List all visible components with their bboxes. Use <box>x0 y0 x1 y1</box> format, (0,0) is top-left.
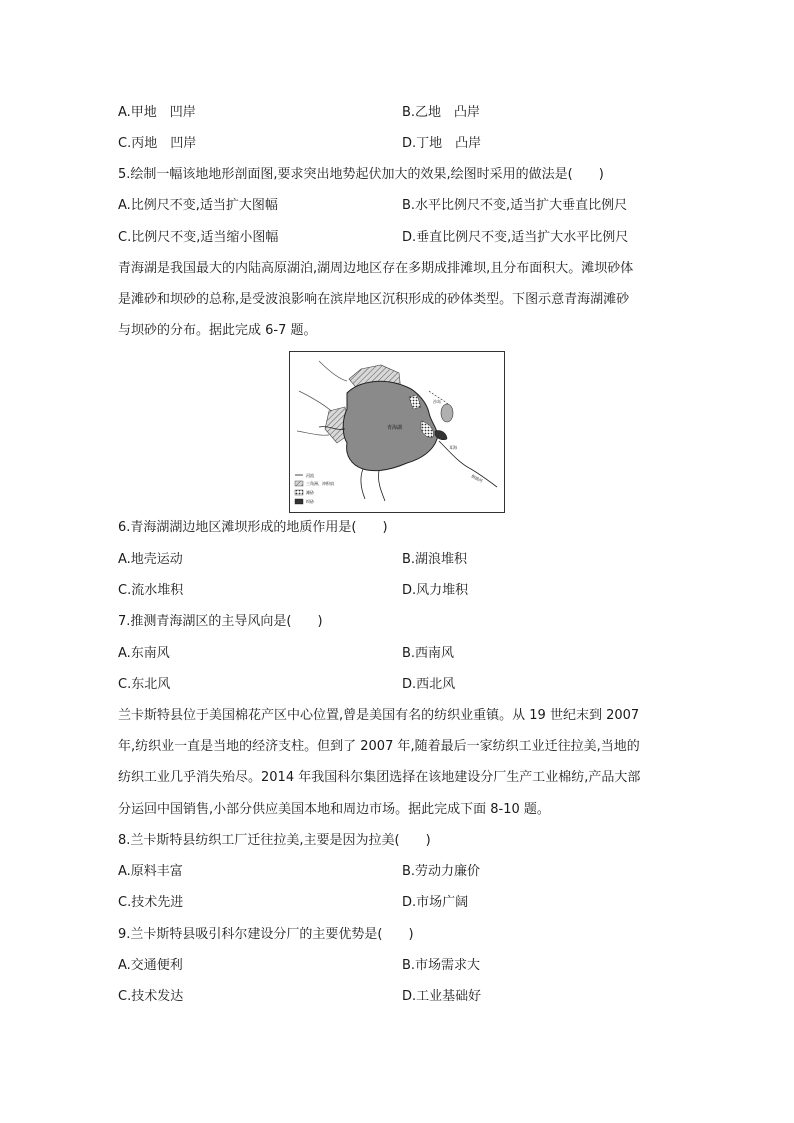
q5-option-b: B.水平比例尺不变,适当扩大垂直比例尺 <box>402 198 628 213</box>
passage1-line-1: 青海湖是我国最大的内陆高原湖泊,湖周边地区存在多期成排滩坝,且分布面积大。滩坝砂体 <box>118 261 634 276</box>
q6-option-c: C.流水堆积 <box>118 583 184 598</box>
q5-option-a: A.比例尺不变,适当扩大图幅 <box>118 198 278 213</box>
q9-option-a: A.交通便利 <box>118 958 183 973</box>
q8-option-a: A.原料丰富 <box>118 864 183 879</box>
passage2-line-3: 纺织工业几乎消失殆尽。2014 年我国科尔集团选择在该地建设分厂生产工业棉纺,产品大部 <box>118 770 641 785</box>
q8-option-c: C.技术先进 <box>118 895 184 910</box>
q4-option-a: A.甲地 凹岸 <box>118 105 196 120</box>
q9-option-c: C.技术发达 <box>118 989 184 1004</box>
q4-option-b: B.乙地 凸岸 <box>402 105 481 120</box>
legend-river: 河流 <box>306 473 314 478</box>
passage2-line-2: 年,纺织业一直是当地的经济支柱。但到了 2007 年,随着最后一家纺织工业迁往拉美,当地的 <box>118 739 640 754</box>
q4-option-d: D.丁地 凸岸 <box>402 136 482 151</box>
lake-label: 青海湖 <box>387 425 403 431</box>
q6-option-d: D.风力堆积 <box>402 583 469 598</box>
legend-bar-sand: 坝砂 <box>306 499 314 504</box>
q5-stem: 5.绘制一幅该地地形剖面图,要求突出地势起伏加大的效果,绘图时采用的做法是( ) <box>118 167 604 182</box>
river-label: 倒淌河 <box>470 473 484 484</box>
place-label-2: 耳海 <box>449 445 457 450</box>
q4-option-c: C.丙地 凹岸 <box>118 136 197 151</box>
q7-option-d: D.西北风 <box>402 677 456 692</box>
small-lake <box>441 404 453 422</box>
q5-option-c: C.比例尺不变,适当缩小图幅 <box>118 230 279 245</box>
q8-stem: 8.兰卡斯特县纺织工厂迁往拉美,主要是因为拉美( ) <box>118 833 431 848</box>
q6-stem: 6.青海湖湖边地区滩坝形成的地质作用是( ) <box>118 520 388 535</box>
q6-option-a: A.地壳运动 <box>118 552 183 567</box>
passage2-line-1: 兰卡斯特县位于美国棉花产区中心位置,曾是美国有名的纺织业重镇。从 19 世纪末到 2007 <box>118 708 640 723</box>
q9-option-d: D.工业基础好 <box>402 989 482 1004</box>
q8-option-d: D.市场广阔 <box>402 895 469 910</box>
passage1-line-2: 是滩砂和坝砂的总称,是受波浪影响在滨岸地区沉积形成的砂体类型。下图示意青海湖滩砂 <box>118 292 630 307</box>
qinghai-lake-map <box>289 351 505 513</box>
place-label-1: 沙岛 <box>433 399 441 404</box>
passage1-line-3: 与坝砂的分布。据此完成 6-7 题。 <box>118 323 317 338</box>
q9-option-b: B.市场需求大 <box>402 958 481 973</box>
legend-beach-sand: 滩砂 <box>306 490 314 495</box>
q7-option-b: B.西南风 <box>402 646 455 661</box>
q8-option-b: B.劳动力廉价 <box>402 864 481 879</box>
q7-option-a: A.东南风 <box>118 646 170 661</box>
q5-option-d: D.垂直比例尺不变,适当扩大水平比例尺 <box>402 230 629 245</box>
q7-option-c: C.东北风 <box>118 677 171 692</box>
q6-option-b: B.湖浪堆积 <box>402 552 468 567</box>
q9-stem: 9.兰卡斯特县吸引科尔建设分厂的主要优势是( ) <box>118 927 414 942</box>
passage2-line-4: 分运回中国销售,小部分供应美国本地和周边市场。据此完成下面 8-10 题。 <box>118 802 550 817</box>
q7-stem: 7.推测青海湖区的主导风向是( ) <box>118 614 323 629</box>
legend-delta: 三角洲、冲积扇 <box>306 481 334 486</box>
